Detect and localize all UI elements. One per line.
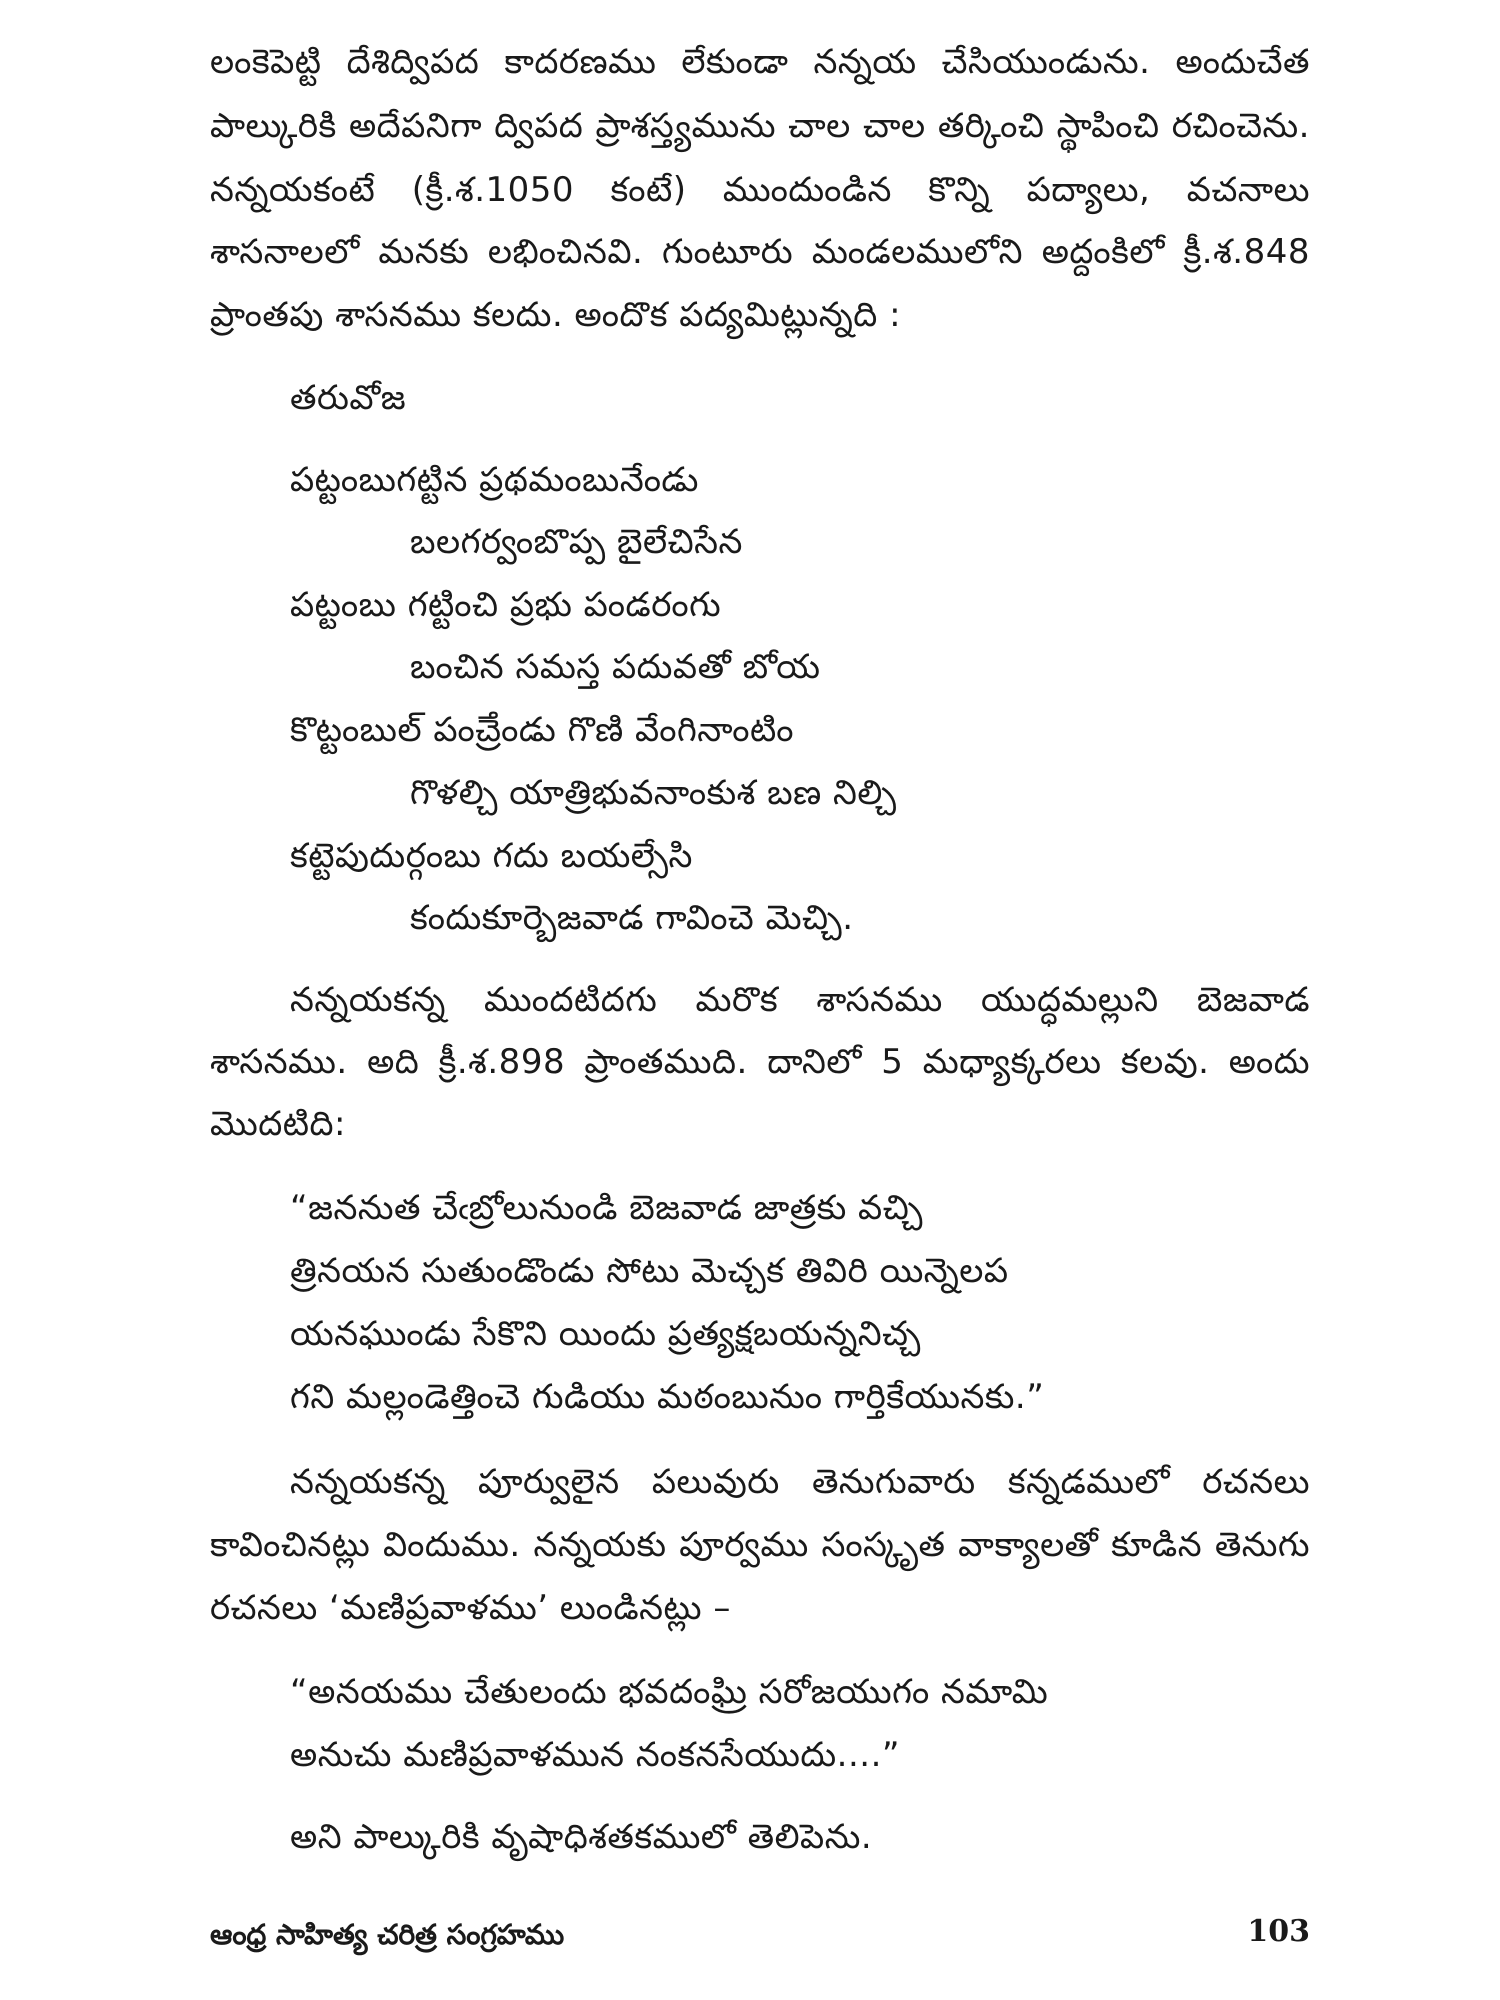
paragraph-line: శాసనము. అది క్రీ.శ.898 ప్రాంతముది. దానిలో 5 మధ్యాక్కరలు కలవు. అందు: [210, 1042, 1310, 1082]
verse-line: కొట్టంబుల్ పంౘ్రెండు గొణి వేంగినాంటిం: [290, 710, 794, 750]
paragraph-line: పాల్కురికి అదేపనిగా ద్విపద ప్రాశస్త్యమును చాల చాల తర్కించి స్థాపించి రచించెను.: [210, 106, 1310, 146]
verse-line: పట్టంబుగట్టిన ప్రథమంబునేండు: [290, 460, 699, 500]
verse-line: బలగర్వంబొప్ప బైలేచిసేన: [410, 522, 743, 562]
paragraph-line: రచనలు ‘మణిప్రవాళము’ లుండినట్లు –: [210, 1588, 731, 1628]
verse-line: గొళల్చి యాత్రిభువనాంకుశ బణ నిల్చి: [410, 773, 897, 813]
meter-name: తరువోజ: [290, 378, 407, 418]
verse-line: కట్టెపుదుర్గంబు గదు బయల్సేసి: [290, 836, 693, 876]
verse-line: “జననుత చేఁబ్రోలునుండి బెజవాడ జాత్రకు వచ్చి: [290, 1188, 923, 1228]
verse-line: బంచిన సమస్త పదువతో బోయ: [410, 647, 821, 687]
verse-line: “అనయము చేతులందు భవదంఘ్రి సరోజయుగం నమామి: [290, 1672, 1049, 1712]
verse-line: పట్టంబు గట్టించి ప్రభు పండరంగు: [290, 585, 722, 625]
verse-line: అనుచు మణిప్రవాళమున నంకనసేయుదు....”: [290, 1735, 901, 1775]
verse-line: కందుకూర్బెజవాడ గావించె మెచ్చి.: [410, 898, 854, 938]
paragraph-line: కావించినట్లు విందుము. నన్నయకు పూర్వము సంస్కృత వాక్యాలతో కూడిన తెనుగు: [210, 1525, 1310, 1565]
verse-line: గని మల్లండెత్తించె గుడియు మఠంబునుం గార్తికేయునకు.”: [290, 1377, 1045, 1417]
verse-line: యనఘుండు సేకొని యిందు ప్రత్యక్షబయన్ననిచ్చ: [290, 1314, 921, 1354]
verse-line: త్రినయన సుతుండొండు సోటు మెచ్చక తివిరి యిన్నెలప: [290, 1251, 1009, 1291]
paragraph-line: ప్రాంతపు శాసనము కలదు. అందొక పద్యమిట్లున్నది :: [210, 295, 902, 335]
paragraph-line: నన్నయకన్న ముందటిదగు మరొక శాసనము యుద్ధమల్లుని బెజవాడ: [290, 980, 1310, 1020]
paragraph-line: నన్నయకన్న పూర్వులైన పలువురు తెనుగువారు కన్నడములో రచనలు: [290, 1462, 1310, 1502]
book-title: ఆంధ్ర సాహిత్య చరిత్ర సంగ్రహము: [210, 1918, 565, 1951]
paragraph-line: మొదటిది:: [210, 1104, 346, 1144]
page-number: 103: [1247, 1914, 1310, 1949]
paragraph-line: నన్నయకంటే (క్రీ.శ.1050 కంటే) ముందుండిన కొన్ని పద్యాలు, వచనాలు: [210, 170, 1310, 210]
paragraph-line: శాసనాలలో మనకు లభించినవి. గుంటూరు మండలములోని అద్దంకిలో క్రీ.శ.848: [210, 232, 1310, 272]
paragraph-line: లంకెపెట్టి దేశిద్విపద కాదరణము లేకుండా నన్నయ చేసియుండును. అందుచేత: [210, 42, 1310, 82]
closing-line: అని పాల్కురికి వృషాధిశతకములో తెలిపెను.: [290, 1817, 873, 1857]
